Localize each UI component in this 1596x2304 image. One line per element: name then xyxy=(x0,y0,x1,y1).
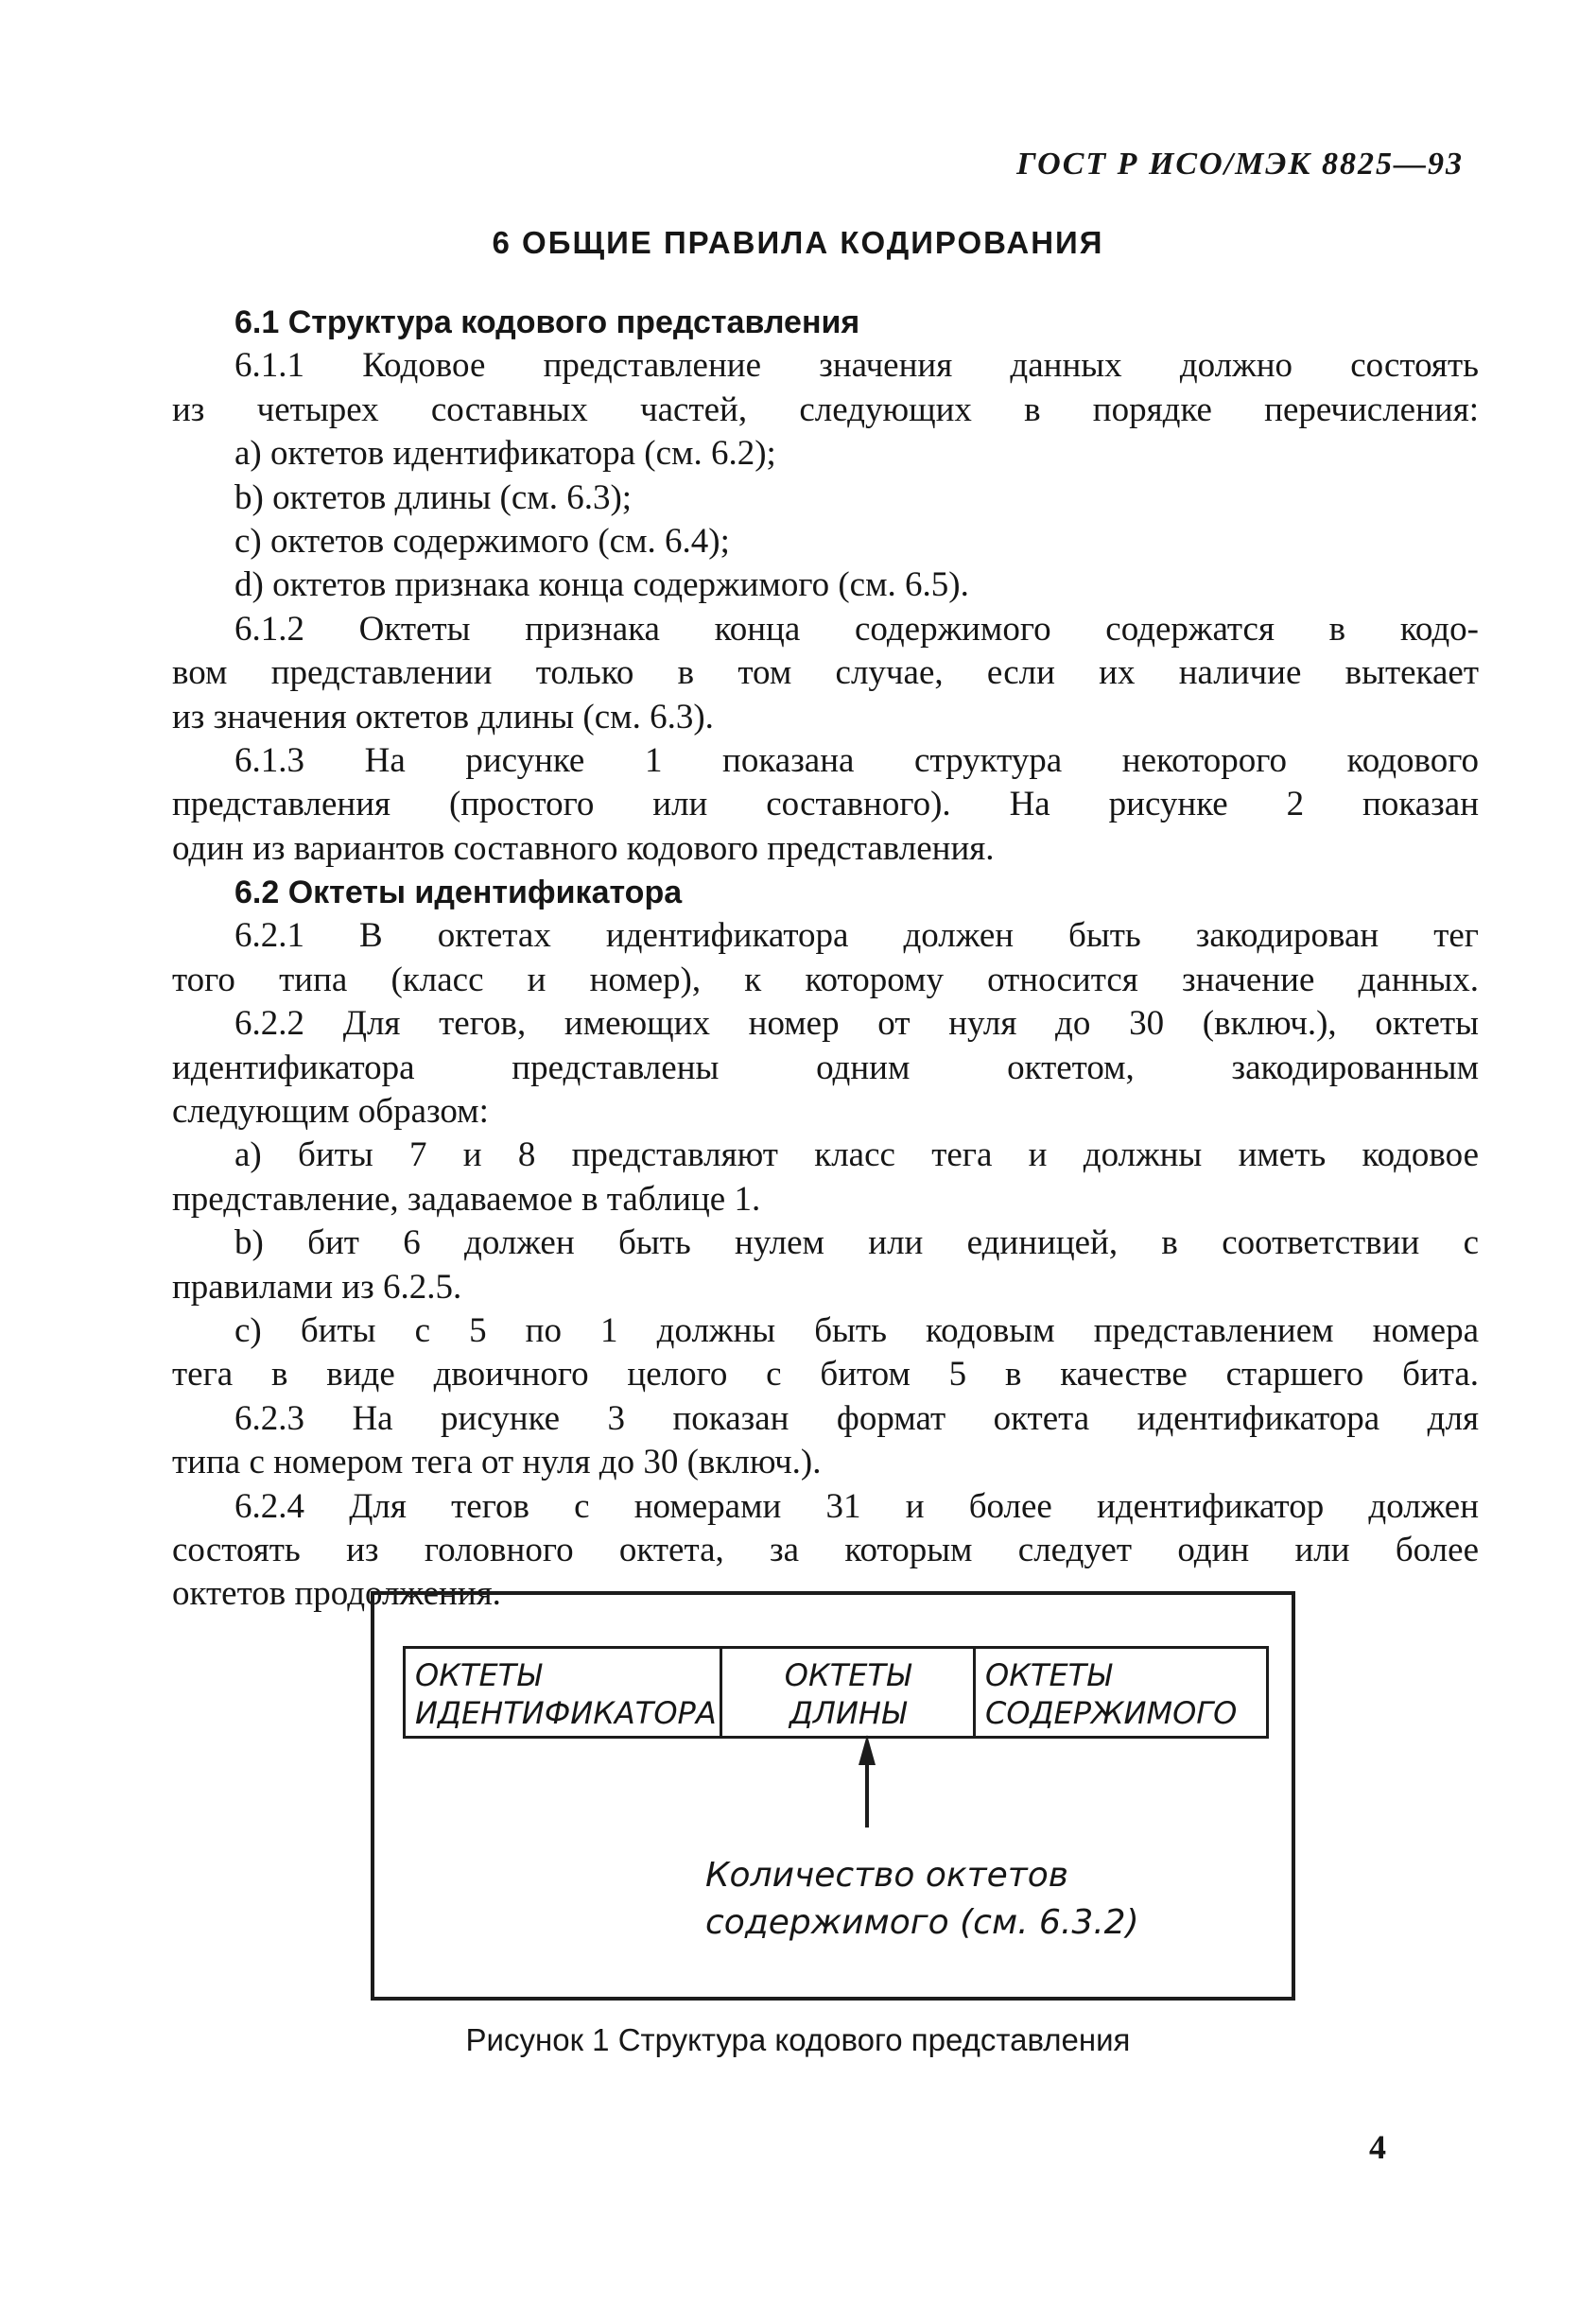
paragraph-line: правилами из 6.2.5. xyxy=(172,1267,462,1307)
paragraph-line: 6.2.3 На рисунке 3 показан формат октета идентификатора для xyxy=(234,1398,1479,1438)
list-item: a) октетов идентификатора (см. 6.2); xyxy=(234,434,776,474)
list-item: b) октетов длины (см. 6.3); xyxy=(234,477,633,517)
paragraph-line: 6.1.1 Кодовое представление значения данных должно состоять xyxy=(234,346,1479,386)
subsection-heading: 6.2 Октеты идентификатора xyxy=(234,875,683,911)
figure-1-frame xyxy=(371,1591,1295,2001)
paragraph-line: 6.1.3 На рисунке 1 показана структура некоторого кодового xyxy=(234,740,1479,780)
figure-annotation xyxy=(705,1852,1197,1947)
paragraph-line: состоять из головного октета, за которым следует один или более xyxy=(172,1530,1479,1569)
cell-label: ОКТЕТЫ xyxy=(985,1657,1112,1693)
list-item: d) октетов признака конца содержимого (см. 6.5). xyxy=(234,565,969,605)
list-item: c) октетов содержимого (см. 6.4); xyxy=(234,521,730,561)
paragraph-line: из значения октетов длины (см. 6.3). xyxy=(172,697,714,736)
paragraph-line: того типа (класс и номер), к которому относится значение данных. xyxy=(172,960,1479,999)
paragraph-line: 6.1.2 Октеты признака конца содержимого содержатся в кодо- xyxy=(234,609,1479,649)
paragraph-line: 6.2.4 Для тегов с номерами 31 и более идентификатор должен xyxy=(234,1486,1479,1526)
figure-caption: Рисунок 1 Структура кодового представления xyxy=(465,2022,1131,2057)
annotation-line: содержимого (см. 6.3.2) xyxy=(705,1903,1139,1942)
subsection-heading: 6.1 Структура кодового представления xyxy=(234,304,860,340)
paragraph-line: 6.2.1 В октетах идентификатора должен быть закодирован тег xyxy=(234,916,1479,956)
body-text xyxy=(172,301,1479,1617)
cell-label: СОДЕРЖИМОГО xyxy=(985,1695,1238,1731)
page-number: 4 xyxy=(1369,2128,1386,2166)
paragraph-line: октетов продолжения. xyxy=(172,1574,501,1614)
paragraph-line: один из вариантов составного кодового представления. xyxy=(172,828,995,868)
document-header: ГОСТ Р ИСО/МЭК 8825—93 xyxy=(1016,147,1464,182)
paragraph-line: представления (простого или составного). На рисунке 2 показан xyxy=(172,785,1479,824)
list-item: a) биты 7 и 8 представляют класс тега и должны иметь кодовое xyxy=(234,1135,1479,1175)
paragraph-line: тега в виде двоичного целого с битом 5 в качестве старшего бита. xyxy=(172,1355,1479,1395)
paragraph-line: 6.2.2 Для тегов, имеющих номер от нуля до 30 (включ.), октеты xyxy=(234,1004,1479,1044)
paragraph-line: следующим образом: xyxy=(172,1092,489,1132)
cell-label: ОКТЕТЫ xyxy=(784,1657,911,1693)
list-item: c) биты с 5 по 1 должны быть кодовым представлением номера xyxy=(234,1310,1479,1350)
cell-label: ДЛИНЫ xyxy=(789,1695,907,1731)
list-item: b) бит 6 должен быть нулем или единицей, в соответствии с xyxy=(234,1223,1479,1263)
paragraph-line: вом представлении только в том случае, если их наличие вытекает xyxy=(172,653,1479,693)
paragraph-line: из четырех составных частей, следующих в порядке перечисления: xyxy=(172,390,1479,429)
paragraph-line: типа с номером тега от нуля до 30 (включ.). xyxy=(172,1443,822,1482)
paragraph-line: идентификатора представлены одним октетом, закодированным xyxy=(172,1048,1479,1087)
section-title: 6 ОБЩИЕ ПРАВИЛА КОДИРОВАНИЯ xyxy=(492,225,1104,260)
annotation-line: Количество октетов xyxy=(705,1856,1068,1895)
cell-label: ОКТЕТЫ xyxy=(415,1657,542,1693)
cell-label: ИДЕНТИФИКАТОРА xyxy=(415,1695,717,1731)
paragraph-line: представление, задаваемое в таблице 1. xyxy=(172,1179,761,1219)
